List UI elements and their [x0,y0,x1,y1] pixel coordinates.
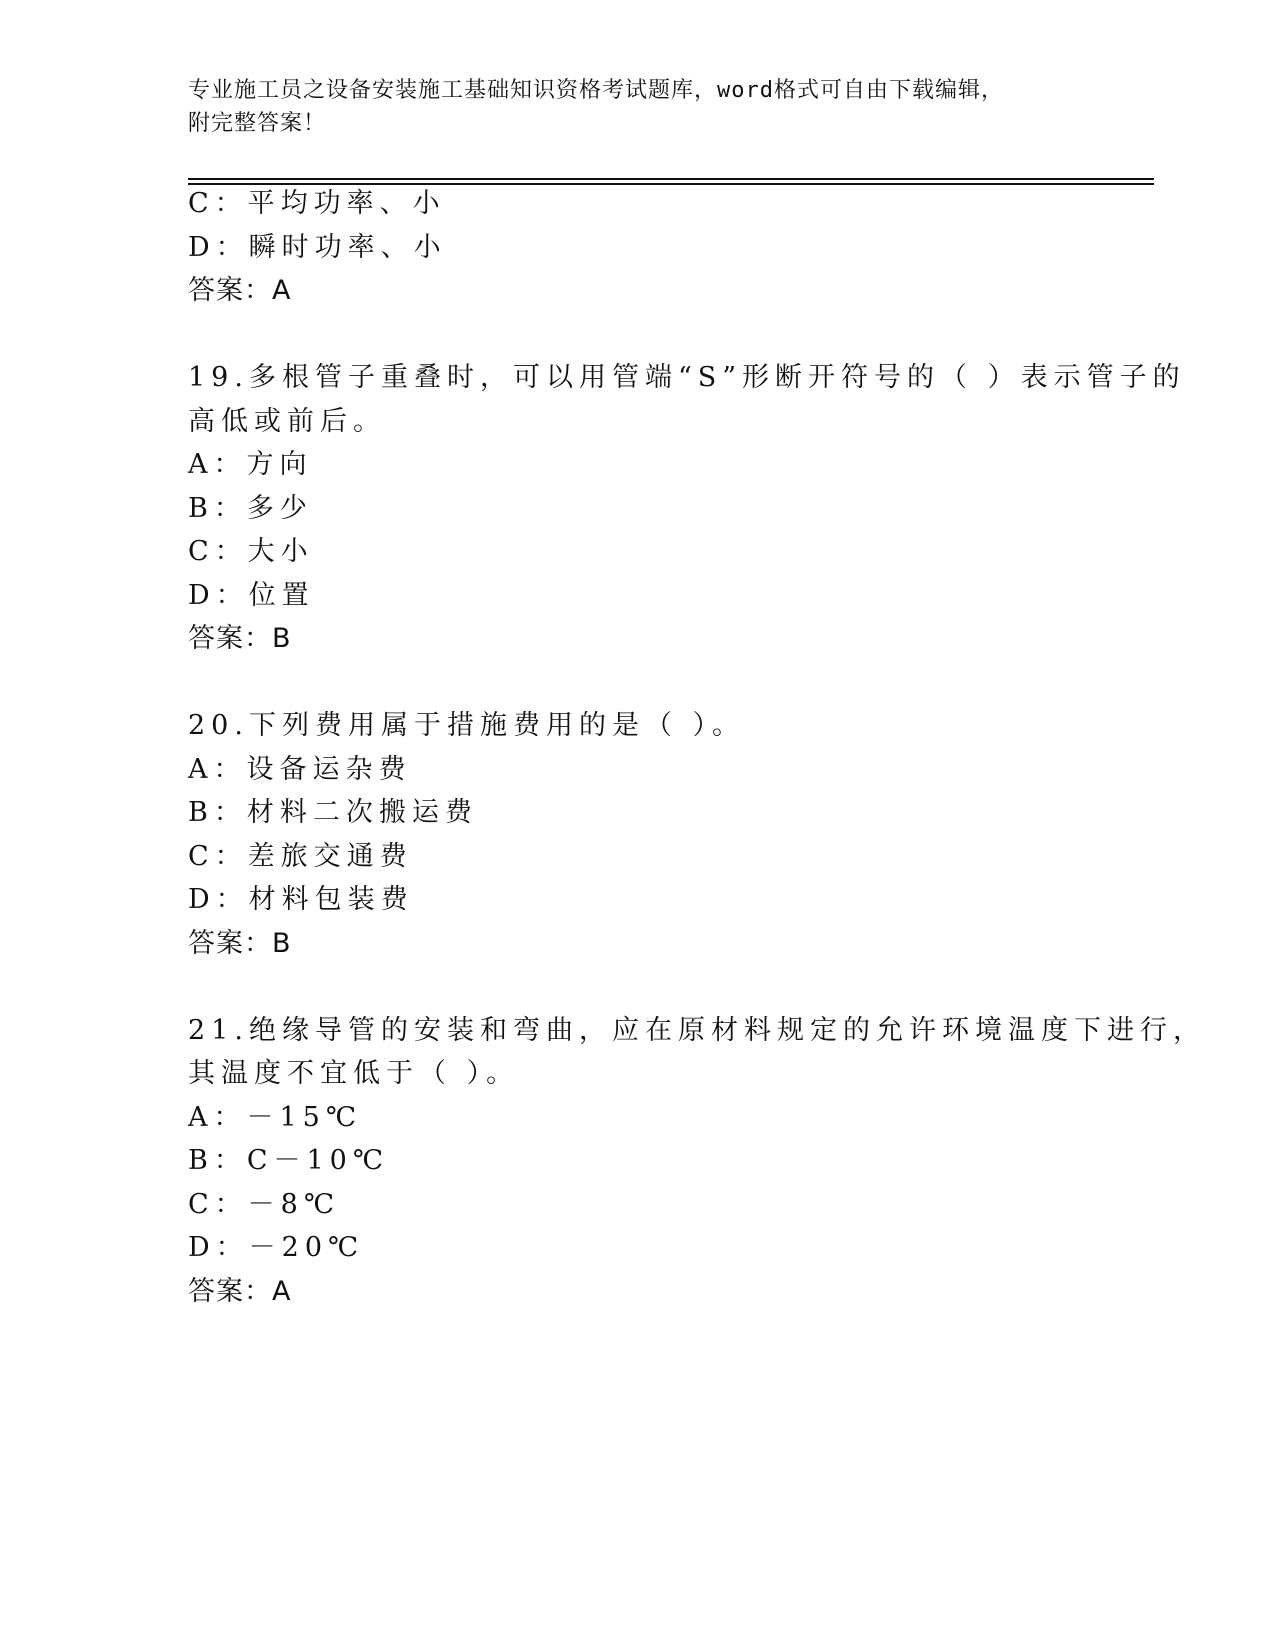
q19-stem-line-1: 19.多根管子重叠时，可以用管端“S”形断开符号的（ ）表示管子的 [188,362,1186,393]
header-line-2: 附完整答案！ [188,111,327,136]
q19-option-a: A：方向 [188,449,313,480]
q19-stem-line-2: 高低或前后。 [188,406,386,437]
q19-option-b: B：多少 [188,493,313,524]
q20-option-b: B：材料二次搬运费 [188,797,478,828]
q18-answer: 答案：A [188,275,292,306]
q21-answer: 答案：A [188,1276,292,1307]
q19-option-c: C：大小 [188,536,314,567]
q20-answer: 答案：B [188,928,292,959]
header-rule-top [188,178,1154,180]
header-line-1: 专业施工员之设备安装施工基础知识资格考试题库，word格式可自由下载编辑， [188,78,1004,103]
q21-option-b: B：C－10℃ [188,1145,390,1176]
q21-stem-line-2: 其温度不宜低于（ ）。 [188,1058,520,1089]
q19-option-d: D：位置 [188,580,315,611]
q20-stem-line-1: 20.下列费用属于措施费用的是（ ）。 [188,710,746,741]
q20-option-d: D：材料包装费 [188,884,414,915]
q20-option-a: A：设备运杂费 [188,754,412,785]
q19-answer: 答案：B [188,623,292,654]
q18-option-c: C：平均功率、小 [188,188,446,219]
q21-option-a: A：－15℃ [188,1102,363,1133]
q21-option-c: C：－8℃ [188,1189,341,1220]
q21-stem-line-1: 21.绝缘导管的安装和弯曲，应在原材料规定的允许环境温度下进行， [188,1015,1206,1046]
q20-option-c: C：差旅交通费 [188,841,413,872]
q21-option-d: D：－20℃ [188,1232,365,1263]
document-header [188,74,1068,140]
q18-option-d: D：瞬时功率、小 [188,232,447,263]
header-rule-bottom [188,183,1154,185]
